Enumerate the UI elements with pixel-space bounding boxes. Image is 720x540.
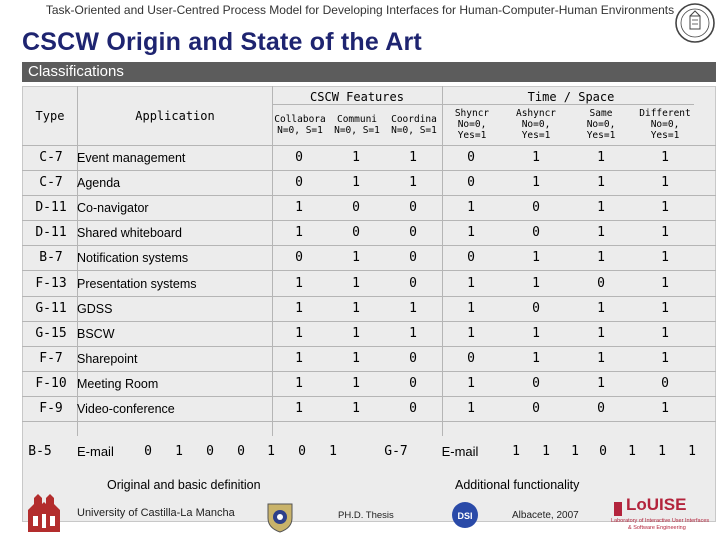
table-cell: 0 — [295, 250, 303, 266]
table-cell: 1 — [352, 150, 360, 165]
table-cell: 0 — [532, 401, 540, 416]
table-cell: 1 — [571, 444, 579, 459]
table-cell: 1 — [295, 200, 303, 216]
table-cell: 1 — [295, 401, 303, 416]
table-cell: 1 — [688, 444, 696, 459]
table-cell: 1 — [661, 275, 669, 291]
place-date: Albacete, 2007 — [512, 510, 579, 521]
col-header-coordination — [385, 114, 443, 136]
table-cell: 0 — [597, 275, 605, 291]
col-line: Same — [589, 108, 613, 119]
row-divider — [22, 321, 716, 322]
table-cell: 1 — [661, 401, 669, 416]
table-cell: 1 — [597, 300, 605, 316]
col-header-different-place — [636, 108, 694, 141]
grid-line — [442, 86, 443, 436]
lab-desc-line2: & Software Engineering — [628, 525, 686, 531]
table-cell: 0 — [532, 225, 540, 241]
table-cell: 1 — [532, 250, 540, 266]
row-divider — [22, 220, 716, 221]
table-cell: 1 — [352, 275, 360, 291]
table-cell: 1 — [597, 150, 605, 165]
table-cell: 1 — [352, 350, 360, 366]
table-cell: 0 — [532, 300, 540, 316]
table-cell: 0 — [532, 200, 540, 216]
table-cell: 1 — [661, 225, 669, 241]
table-cell: 1 — [532, 275, 540, 291]
lab-desc-line1: Laboratory of Interactive User Interfaces — [611, 518, 710, 524]
thesis-label: PH.D. Thesis — [338, 510, 394, 521]
col-line: Yes=1 — [650, 130, 680, 141]
table-cell: 1 — [658, 444, 666, 459]
last-row-type: B-5 — [28, 444, 52, 459]
table-cell: 1 — [661, 250, 669, 266]
table-cell: 1 — [267, 444, 275, 459]
row-divider — [22, 270, 716, 271]
additional-functionality-label: Additional functionality — [455, 478, 580, 492]
table-cell: 0 — [298, 444, 306, 459]
row-application: Sharepoint — [77, 351, 138, 366]
col-scale: N=0, S=1 — [334, 125, 380, 136]
group-header-cscw: CSCW Features — [310, 90, 404, 104]
table-cell: 1 — [661, 175, 669, 191]
table-cell: 0 — [409, 250, 417, 266]
table-cell: 0 — [467, 350, 475, 366]
row-application: Presentation systems — [77, 276, 197, 291]
group-header-time-space: Time / Space — [527, 90, 615, 104]
row-divider — [22, 170, 716, 171]
table-cell: 0 — [237, 444, 245, 459]
table-cell: 1 — [295, 275, 303, 291]
col-header-type: Type — [35, 109, 65, 123]
col-header-application: Application — [135, 109, 215, 123]
table-cell: 0 — [206, 444, 214, 459]
table-cell: 0 — [409, 350, 417, 366]
grid-line — [272, 86, 273, 436]
table-cell: 1 — [409, 300, 417, 316]
col-header-asynchronous — [508, 108, 564, 141]
row-application: GDSS — [77, 301, 113, 316]
row-divider — [22, 245, 716, 246]
table-cell: 0 — [661, 375, 669, 391]
row-type: G-11 — [35, 300, 67, 316]
table-cell: 1 — [661, 200, 669, 216]
lab-logo-mark — [614, 502, 622, 516]
table-cell: 1 — [352, 300, 360, 316]
table-cell: 1 — [597, 375, 605, 391]
table-cell: 0 — [352, 200, 360, 216]
grid-line — [272, 104, 694, 105]
last-row-app: E-mail — [77, 444, 114, 459]
table-cell: 1 — [295, 375, 303, 391]
table-cell: 0 — [467, 175, 475, 191]
table-cell: 1 — [467, 275, 475, 291]
table-cell: 1 — [628, 444, 636, 459]
col-line: Shyncr — [454, 108, 490, 119]
dsi-logo-icon — [450, 500, 480, 530]
table-cell: 1 — [542, 444, 550, 459]
row-application: Notification systems — [77, 251, 189, 266]
table-cell: 1 — [532, 325, 540, 341]
row-divider — [22, 296, 716, 297]
row-type: D-11 — [35, 200, 67, 216]
lab-logo-text: LoUISE — [626, 495, 687, 514]
table-cell: 0 — [295, 150, 303, 165]
table-cell: 1 — [352, 401, 360, 416]
col-line: Yes=1 — [521, 130, 551, 141]
table-cell: 1 — [467, 401, 475, 416]
table-cell: 1 — [295, 300, 303, 316]
table-cell: 1 — [597, 350, 605, 366]
col-scale: N=0, S=1 — [391, 125, 437, 136]
table-cell: 0 — [599, 444, 607, 459]
presentation-top-title: Task-Oriented and User-Centred Process Model for Developing Interfaces for Human-Computer-Human Environments — [45, 3, 675, 17]
col-header-same-place — [573, 108, 629, 141]
row-type: C-7 — [39, 150, 63, 165]
table-cell: 0 — [409, 275, 417, 291]
col-line: No=0, — [650, 119, 680, 130]
table-cell: 1 — [597, 225, 605, 241]
col-name: Collabora — [274, 114, 326, 125]
col-header-communication — [328, 114, 386, 136]
table-cell: 0 — [467, 150, 475, 165]
university-name: University of Castilla-La Mancha — [77, 507, 235, 519]
table-cell: 1 — [409, 325, 417, 341]
col-name: Communi — [336, 114, 378, 125]
row-type: F-10 — [35, 375, 67, 391]
last-row-type: G-7 — [384, 444, 408, 459]
col-line: No=0, — [521, 119, 551, 130]
university-logo-icon — [24, 492, 64, 534]
table-cell: 0 — [352, 225, 360, 241]
col-scale: N=0, S=1 — [277, 125, 323, 136]
table-cell: 1 — [661, 150, 669, 165]
col-line: No=0, — [586, 119, 616, 130]
table-cell: 0 — [597, 401, 605, 416]
row-application: Co-navigator — [77, 201, 149, 216]
grid-line — [22, 145, 716, 146]
row-application: BSCW — [77, 326, 115, 341]
col-line: Different — [639, 108, 691, 119]
row-type: G-15 — [35, 325, 67, 341]
row-divider — [22, 421, 716, 422]
table-cell: 0 — [467, 250, 475, 266]
slide-title: CSCW Origin and State of the Art — [22, 28, 422, 56]
table-cell: 0 — [409, 200, 417, 216]
table-cell: 1 — [597, 175, 605, 191]
table-cell: 1 — [532, 350, 540, 366]
row-application: Agenda — [77, 176, 121, 191]
col-header-synchronous — [444, 108, 500, 141]
table-cell: 1 — [467, 300, 475, 316]
row-divider — [22, 346, 716, 347]
row-type: B-7 — [39, 250, 63, 266]
table-cell: 1 — [661, 300, 669, 316]
row-divider — [22, 371, 716, 372]
table-cell: 0 — [409, 375, 417, 391]
original-definition-label: Original and basic definition — [107, 478, 261, 492]
table-cell: 0 — [409, 401, 417, 416]
table-cell: 1 — [352, 325, 360, 341]
table-cell: 0 — [144, 444, 152, 459]
last-row-app: E-mail — [441, 444, 479, 459]
row-type: D-11 — [35, 225, 67, 241]
table-cell: 1 — [532, 150, 540, 165]
row-type: C-7 — [39, 175, 63, 191]
table-cell: 1 — [409, 150, 417, 165]
row-type: F-9 — [39, 401, 63, 416]
section-bar: Classifications — [22, 62, 716, 82]
table-cell: 1 — [295, 325, 303, 341]
row-application: Meeting Room — [77, 376, 159, 391]
row-application: Shared whiteboard — [77, 226, 182, 241]
table-cell: 1 — [532, 175, 540, 191]
col-header-collaboration — [271, 114, 329, 136]
row-divider — [22, 396, 716, 397]
university-seal-icon — [674, 2, 716, 44]
table-cell: 1 — [661, 350, 669, 366]
row-application: Video-conference — [77, 402, 175, 416]
table-cell: 1 — [352, 250, 360, 266]
col-name: Coordina — [391, 114, 437, 125]
row-type: F-7 — [39, 350, 63, 366]
table-cell: 0 — [295, 175, 303, 191]
table-cell: 1 — [467, 325, 475, 341]
table-cell: 0 — [532, 375, 540, 391]
col-line: Yes=1 — [586, 130, 616, 141]
row-application: Event management — [77, 151, 186, 165]
col-line: Ashyncr — [515, 108, 557, 119]
table-cell: 1 — [175, 444, 183, 459]
table-cell: 0 — [409, 225, 417, 241]
table-cell: 1 — [295, 225, 303, 241]
svg-text:DSI: DSI — [457, 511, 473, 521]
table-cell: 1 — [352, 175, 360, 191]
table-cell: 1 — [409, 175, 417, 191]
table-cell: 1 — [467, 200, 475, 216]
col-line: No=0, — [457, 119, 487, 130]
table-cell: 1 — [597, 250, 605, 266]
table-cell: 1 — [512, 444, 520, 459]
table-cell: 1 — [661, 325, 669, 341]
table-cell: 1 — [352, 375, 360, 391]
table-cell: 1 — [597, 200, 605, 216]
table-cell: 1 — [329, 444, 337, 459]
col-line: Yes=1 — [457, 130, 487, 141]
table-cell: 1 — [467, 225, 475, 241]
row-divider — [22, 195, 716, 196]
table-cell: 1 — [467, 375, 475, 391]
row-type: F-13 — [35, 275, 67, 291]
table-cell: 1 — [295, 350, 303, 366]
crest-logo-icon — [262, 498, 298, 534]
table-cell: 1 — [597, 325, 605, 341]
